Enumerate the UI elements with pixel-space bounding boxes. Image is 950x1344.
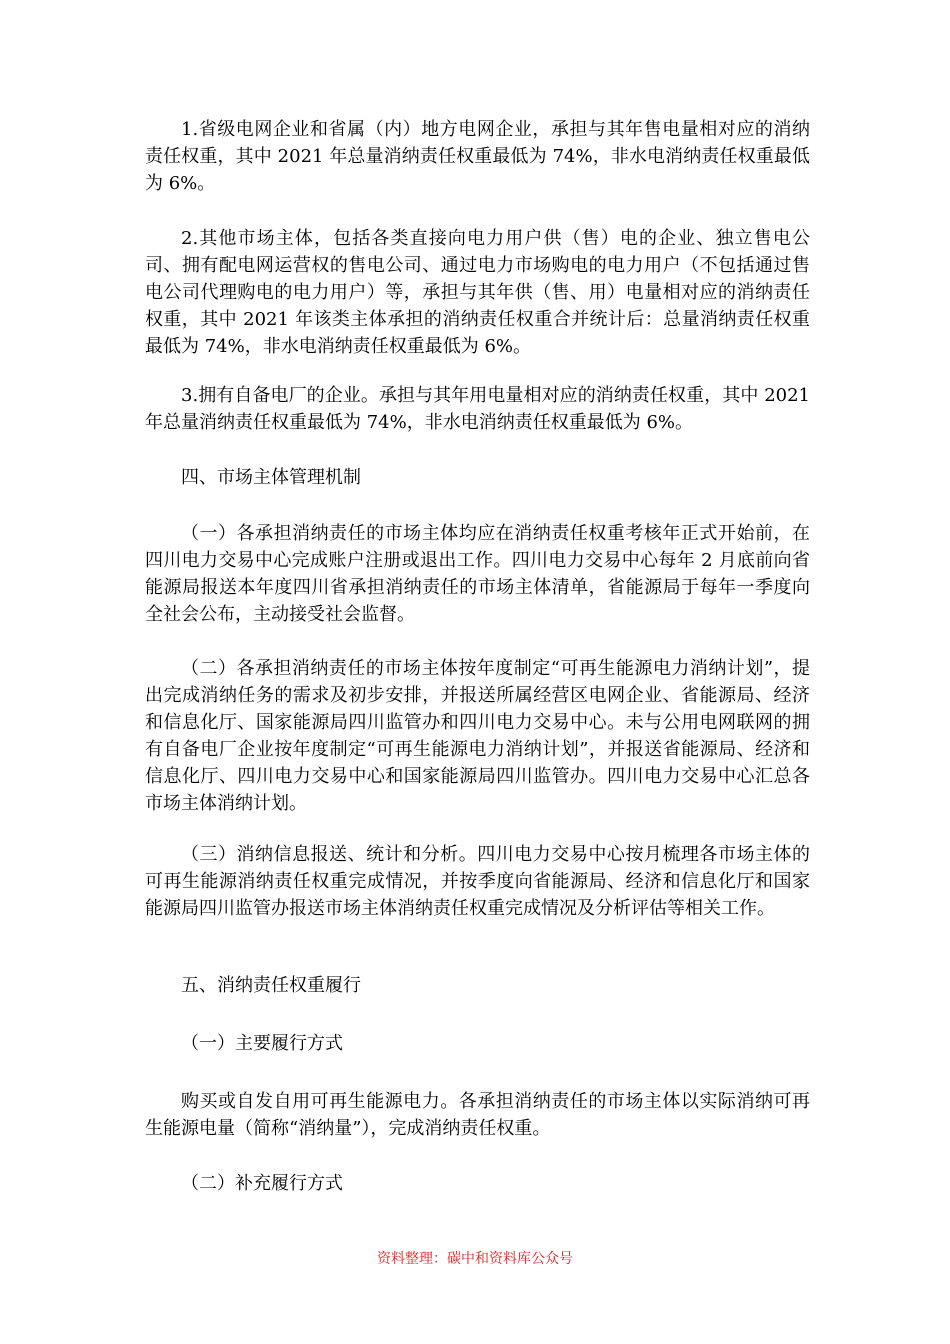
paragraph-consumption-plan: （二）各承担消纳责任的市场主体按年度制定“可再生能源电力消纳计划”，提出完成消纳任务的需求及初步安排，并报送所属经营区电网企业、省能源局、经济和信息化厅、国家能源局四川监管办和四川电力交易中心。未与公用电网联网的拥有自备电厂企业按年度制定“可再生能源电力消纳计划”，并报送省能源局、经济和信息化厅、四川电力交易中心和国家能源局四川监管办。四川电力交易中心汇总各市场主体消纳计划。	[145, 658, 810, 814]
paragraph-information-reporting: （三）消纳信息报送、统计和分析。四川电力交易中心按月梳理各市场主体的可再生能源消纳责任权重完成情况，并按季度向省能源局、经济和信息化厅和国家能源局四川监管办报送市场主体消纳责任权重完成情况及分析评估等相关工作。	[145, 844, 810, 919]
paragraph-captive-power-plants: 3.拥有自备电厂的企业。承担与其年用电量相对应的消纳责任权重，其中 2021 年总量消纳责任权重最低为 74%，非水电消纳责任权重最低为 6%。	[145, 385, 810, 433]
paragraph-purchase-renewable: 购买或自发自用可再生能源电力。各承担消纳责任的市场主体以实际消纳可再生能源电量（简称“消纳量”），完成消纳责任权重。	[145, 1091, 810, 1139]
section-heading-management-mechanism: 四、市场主体管理机制	[181, 467, 361, 488]
paragraph-account-registration: （一）各承担消纳责任的市场主体均应在消纳责任权重考核年正式开始前，在四川电力交易中心完成账户注册或退出工作。四川电力交易中心每年 2 月底前向省能源局报送本年度四川省承担消纳责任的市场主体清单，省能源局于每年一季度向全社会公布，主动接受社会监督。	[145, 523, 810, 625]
paragraph-other-market-entities: 2.其他市场主体，包括各类直接向电力用户供（售）电的企业、独立售电公司、拥有配电网运营权的售电公司、通过电力市场购电的电力用户（不包括通过售电公司代理购电的电力用户）等，承担与其年供（售、用）电量相对应的消纳责任权重，其中 2021 年该类主体承担的消纳责任权重合并统计后：总量消纳责任权重最低为 74%，非水电消纳责任权重最低为 6%。	[145, 228, 810, 357]
section-heading-weight-fulfillment: 五、消纳责任权重履行	[181, 975, 361, 996]
paragraph-grid-company-weight: 1.省级电网企业和省属（内）地方电网企业，承担与其年售电量相对应的消纳责任权重，其中 2021 年总量消纳责任权重最低为 74%，非水电消纳责任权重最低为 6%。	[145, 119, 810, 194]
subheading-supplementary-fulfillment: （二）补充履行方式	[181, 1173, 343, 1194]
footer-source-note: 资料整理：碳中和资料库公众号	[377, 1251, 573, 1267]
subheading-primary-fulfillment: （一）主要履行方式	[181, 1033, 343, 1054]
